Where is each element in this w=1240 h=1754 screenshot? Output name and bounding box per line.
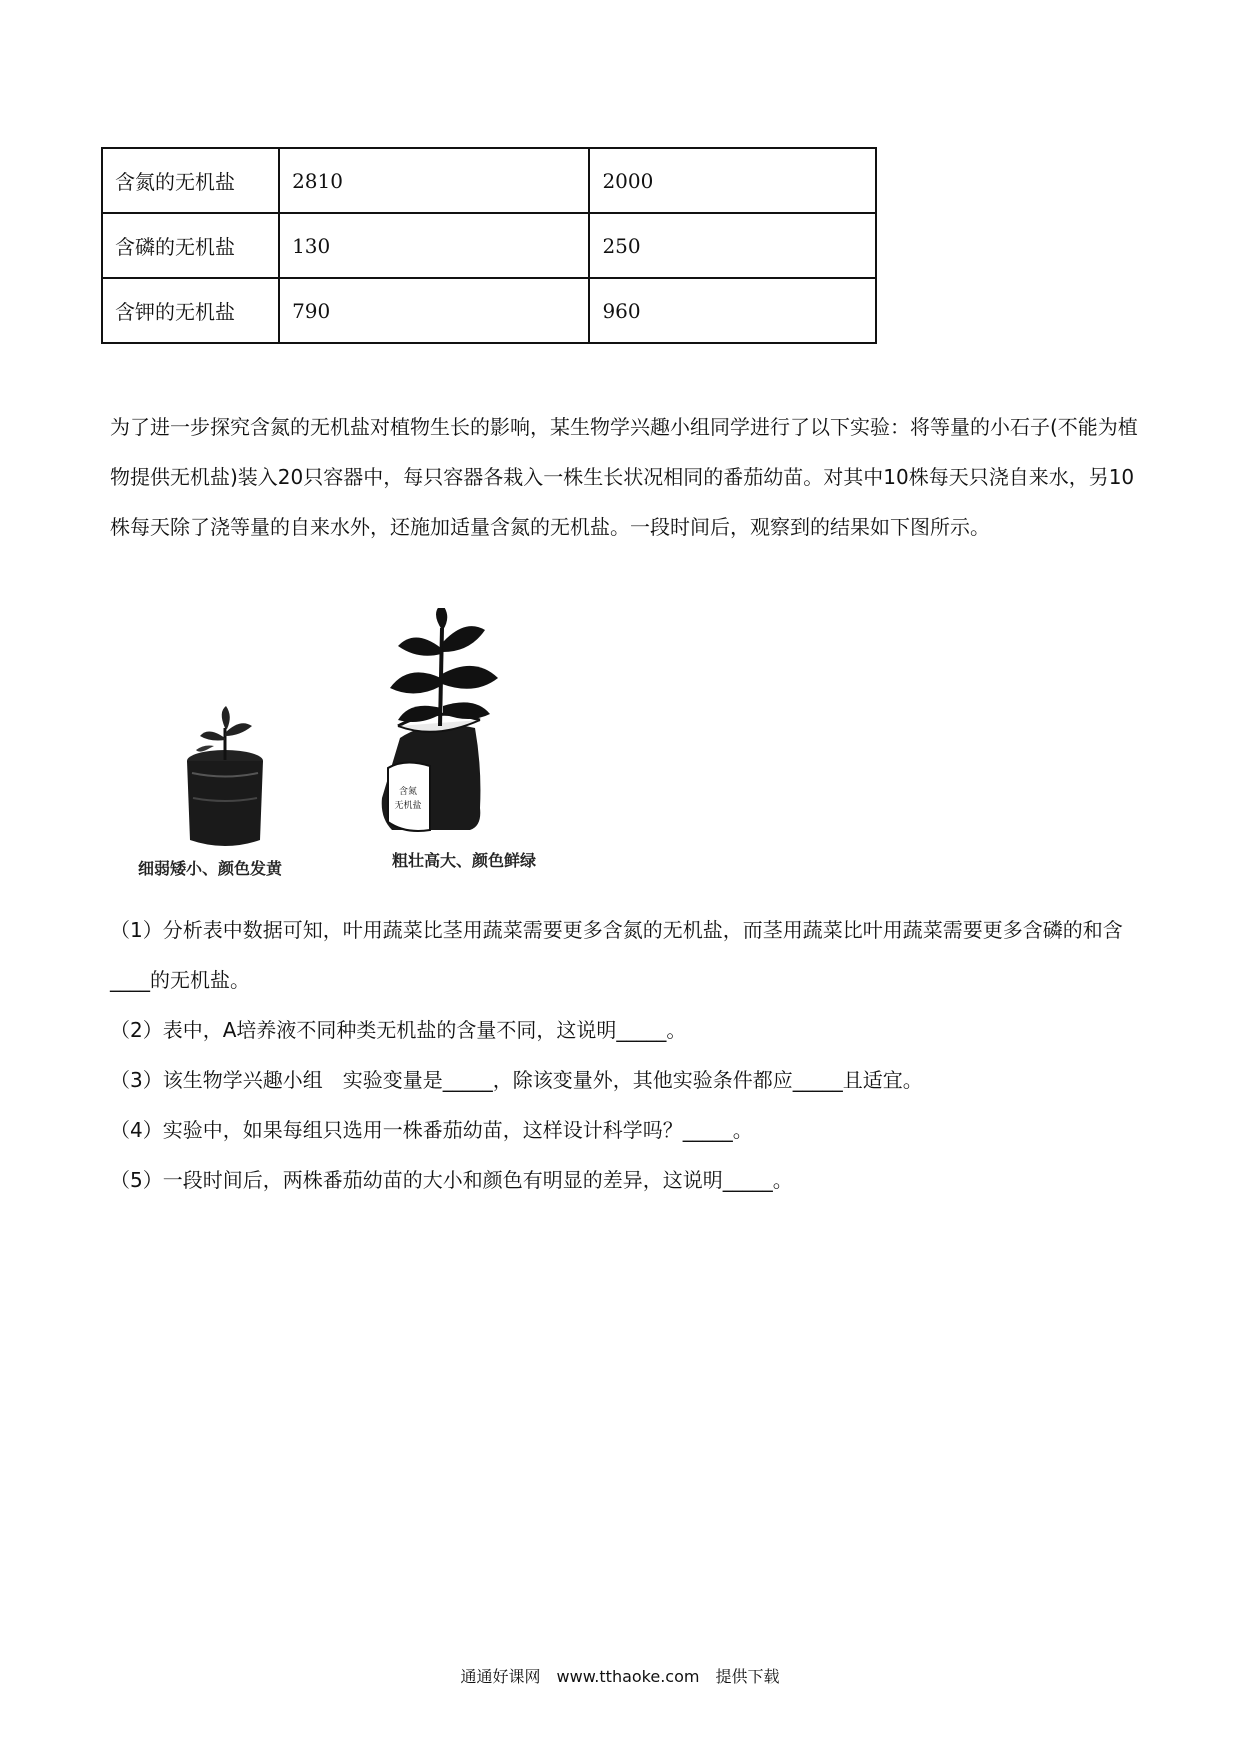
table-row [102, 278, 876, 343]
table-cell: 含钾的无机盐 [102, 278, 279, 343]
question-3: （3）该生物学兴趣小组 实验变量是_____，除该变量外，其他实验条件都应_____且适宜。 [110, 1068, 923, 1092]
question-2: （2）表中，A培养液不同种类无机盐的含量不同，这说明_____。 [110, 1018, 687, 1042]
table-cell: 130 [279, 213, 589, 278]
table-cell: 含氮的无机盐 [102, 148, 279, 213]
left-caption: 细弱矮小、颜色发黄 [138, 859, 283, 878]
table-cell: 790 [279, 278, 589, 343]
question-5: （5）一段时间后，两株番茄幼苗的大小和颜色有明显的差异，这说明_____。 [110, 1168, 793, 1192]
table-row [102, 148, 876, 213]
small-seedling-icon [187, 706, 263, 846]
experiment-description: 为了进一步探究含氮的无机盐对植物生长的影响，某生物学兴趣小组同学进行了以下实验：将等量的小石子(不能为植物提供无机盐)装入20只容器中，每只容器各栽入一株生长状况相同的番茄幼苗。对其中10株每天只浇自来水，另10株每天除了浇等量的自来水外，还施加适量含氮的无机盐。一段时间后，观察到的结果如下图所示。 [110, 415, 1138, 539]
question-1: （1）分析表中数据可知，叶用蔬菜比茎用蔬菜需要更多含氮的无机盐，而茎用蔬菜比叶用蔬菜需要更多含磷的和含____的无机盐。 [110, 918, 1123, 992]
question-list [110, 905, 1140, 1205]
tomato-seedling-figure [130, 608, 650, 888]
table-cell: 960 [589, 278, 876, 343]
table-cell: 含磷的无机盐 [102, 213, 279, 278]
table-cell: 250 [589, 213, 876, 278]
table-cell: 2810 [279, 148, 589, 213]
page-footer: 通通好课网 www.tthaoke.com 提供下载 [460, 1667, 780, 1686]
right-caption: 粗壮高大、颜色鲜绿 [392, 851, 537, 870]
bag-label-line1: 含氮 [398, 787, 418, 797]
table-cell: 2000 [589, 148, 876, 213]
bag-label-line2: 无机盐 [394, 801, 422, 811]
table-row [102, 213, 876, 278]
large-seedling-icon [382, 608, 498, 831]
salt-content-table [101, 147, 877, 344]
seedling-illustration [130, 608, 650, 888]
question-4: （4）实验中，如果每组只选用一株番茄幼苗，这样设计科学吗？_____。 [110, 1118, 753, 1142]
